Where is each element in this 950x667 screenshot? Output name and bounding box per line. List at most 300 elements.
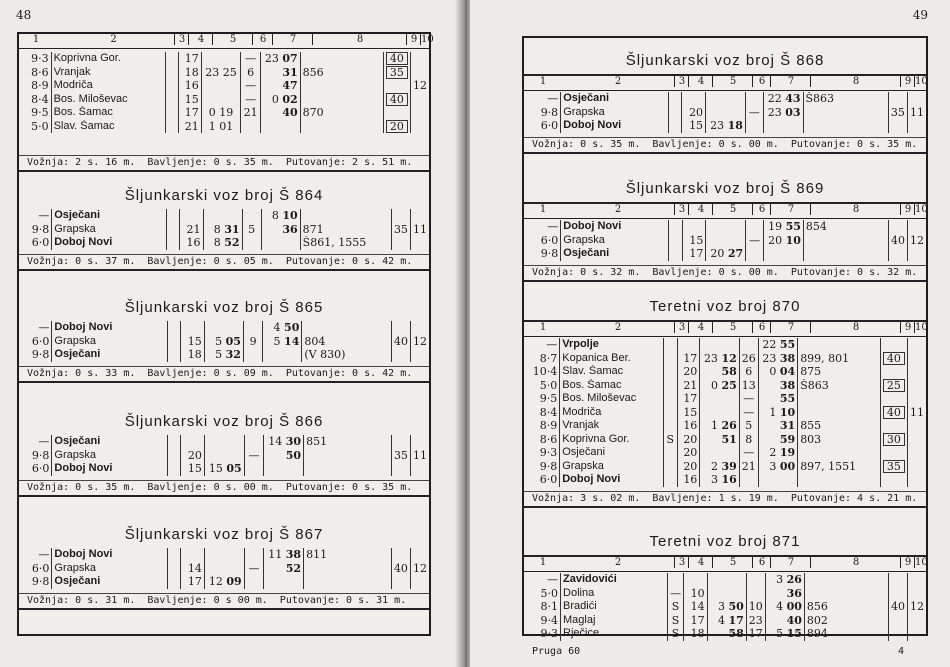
table-cell: Vožnja: 0 s. 37 m. <box>27 255 136 267</box>
table-cell: 1 <box>32 34 40 45</box>
table-cell: Osječani <box>52 209 167 223</box>
table-cell: 10 <box>746 600 765 614</box>
table-cell <box>706 247 746 261</box>
table-cell: 10·4 <box>532 365 558 378</box>
table-cell: 9 <box>900 204 915 215</box>
table-cell: 20 <box>710 247 725 260</box>
table-cell: Vožnja: 0 s. 32 m. <box>532 266 641 278</box>
table-cell <box>707 587 746 601</box>
table-cell: Doboj Novi <box>52 462 168 476</box>
table-cell: 17 <box>728 613 744 627</box>
table-cell <box>300 209 391 223</box>
table-cell <box>304 575 392 589</box>
table-cell: — <box>38 321 50 334</box>
table-cell: 17 <box>677 392 700 406</box>
table-cell: 0 19 <box>201 106 240 120</box>
table-cell: Putovanje: 0 s. 35 m. <box>790 138 918 150</box>
table-cell: Bos. Šamac <box>51 106 165 120</box>
table-cell: 18 <box>178 66 201 80</box>
timetable <box>19 209 429 250</box>
table-cell <box>765 600 804 614</box>
table-cell <box>758 352 797 366</box>
table-cell: 05 <box>226 462 242 475</box>
column-header <box>524 202 926 219</box>
table-cell: 2 <box>614 76 622 87</box>
table-row <box>524 352 926 366</box>
table-cell: 4 <box>688 204 713 215</box>
table-cell: 23 <box>703 351 718 365</box>
table-cell: 18 <box>181 348 205 362</box>
table-cell: 2 <box>614 322 622 333</box>
table-cell <box>700 392 739 406</box>
table-cell: 1 <box>769 405 777 419</box>
table-cell: Bavljenje: 1 s. 19 m. <box>652 492 779 504</box>
table-cell: — <box>746 234 764 248</box>
table-row <box>19 106 429 120</box>
table-cell <box>204 562 244 576</box>
table-cell: 52 <box>285 561 302 575</box>
table-cell <box>168 562 181 576</box>
train-title: Šljunkarski voz broj Š 867 <box>124 526 324 543</box>
table-cell <box>167 236 180 250</box>
table-cell: 17 <box>181 575 205 589</box>
table-cell: 38 <box>779 351 796 365</box>
table-cell: 9·5 <box>31 106 49 119</box>
table-row <box>524 106 926 120</box>
table-cell <box>706 234 746 248</box>
table-cell <box>168 321 181 335</box>
table-cell <box>669 234 682 248</box>
table-cell <box>803 106 888 120</box>
table-cell: Bavljenje: 0 s. 00 m. <box>652 266 779 278</box>
table-cell <box>764 247 804 261</box>
table-cell: 7 <box>770 322 811 333</box>
table-cell: 0 <box>769 365 777 378</box>
table-cell: 5 <box>273 334 281 348</box>
table-cell: 11 <box>268 548 283 561</box>
table-cell: 31 <box>224 222 240 236</box>
table-cell <box>204 548 244 562</box>
table-cell <box>663 392 677 406</box>
table-cell <box>669 119 682 133</box>
table-cell <box>758 446 797 460</box>
table-cell: — <box>244 449 264 463</box>
table-cell <box>241 120 261 134</box>
table-cell: 6·0 <box>540 119 559 132</box>
table-cell: 35 <box>391 435 410 476</box>
table-cell <box>880 392 907 406</box>
table-cell <box>264 435 304 449</box>
table-cell <box>663 365 677 379</box>
table-cell <box>201 52 240 66</box>
table-cell <box>302 321 392 335</box>
table-row <box>19 321 429 335</box>
table-cell: 1 <box>539 76 547 87</box>
table-cell: 6 <box>752 322 771 333</box>
table-cell: Grapska <box>561 106 669 120</box>
journey-summary <box>524 491 926 508</box>
table-cell: 15 <box>682 119 706 133</box>
timetable-top <box>19 52 429 133</box>
column-header <box>524 320 926 337</box>
table-cell <box>700 473 739 487</box>
table-cell: 5 <box>215 348 223 361</box>
table-cell <box>880 460 907 474</box>
table-cell <box>758 392 797 406</box>
table-cell: 802 <box>804 614 888 628</box>
table-cell: 4 <box>273 321 281 334</box>
table-cell <box>765 587 804 601</box>
table-cell: 11 <box>907 338 926 487</box>
table-cell: Bavljenje: 0 s. 00 m. <box>652 138 779 150</box>
table-cell <box>201 79 240 93</box>
table-row <box>19 79 429 93</box>
table-cell <box>165 66 178 80</box>
table-row <box>19 120 429 134</box>
table-cell: 12 <box>208 575 223 588</box>
table-cell: 11 <box>410 435 429 476</box>
table-cell: 12 <box>410 548 429 589</box>
table-cell: 9 <box>900 557 915 568</box>
table-row <box>524 220 926 234</box>
table-cell: 9·8 <box>539 459 558 473</box>
table-cell <box>263 335 302 349</box>
table-cell <box>798 446 881 460</box>
table-cell <box>880 446 907 460</box>
table-cell: 23 <box>264 52 279 65</box>
table-cell: 10 <box>915 322 928 333</box>
left-page <box>0 0 462 667</box>
table-cell: 8·7 <box>539 351 558 365</box>
table-cell: 10 <box>785 233 801 247</box>
table-cell: 16 <box>677 473 700 487</box>
table-cell: 6·0 <box>539 473 558 486</box>
table-cell: 20 <box>677 365 700 379</box>
table-cell: 55 <box>779 392 796 405</box>
table-cell: Bavljenje: 0 s. 05 m. <box>147 255 274 267</box>
table-cell: Maglaj <box>561 614 668 628</box>
table-cell: 7 <box>272 34 313 45</box>
table-cell <box>880 352 907 366</box>
table-cell: 3 <box>674 204 689 215</box>
table-cell: 871 <box>300 223 391 237</box>
table-cell: 10 <box>421 34 434 45</box>
table-cell <box>304 462 392 476</box>
table-cell: 26 <box>721 419 737 432</box>
table-cell <box>663 419 677 433</box>
table-cell <box>758 379 797 393</box>
table-cell: 14 <box>181 562 205 576</box>
table-cell <box>880 433 907 447</box>
train-title: Šljunkarski voz broj Š 869 <box>625 180 825 197</box>
table-cell: 35 <box>888 92 907 133</box>
table-cell: 36 <box>282 222 298 236</box>
table-cell: — <box>739 446 758 460</box>
table-cell <box>880 379 907 393</box>
table-cell <box>410 66 429 80</box>
table-row <box>524 419 926 433</box>
table-cell: 14 <box>268 435 283 448</box>
table-cell: 17 <box>684 614 708 628</box>
table-cell: 4 <box>688 76 713 87</box>
table-cell: 51 <box>721 432 737 446</box>
table-cell <box>706 92 746 106</box>
table-cell <box>798 338 881 352</box>
table-row <box>524 473 926 487</box>
table-cell: 5·0 <box>540 586 559 600</box>
table-cell: 8 <box>271 209 279 222</box>
table-cell <box>669 220 682 234</box>
table-cell: Vožnja: 0 s. 35 m. <box>532 138 641 150</box>
table-cell <box>383 52 410 66</box>
table-cell: 8 <box>810 322 901 333</box>
table-row <box>524 573 926 587</box>
table-cell: Slav. Šamac <box>51 120 165 134</box>
table-cell <box>168 435 181 449</box>
table-cell <box>261 106 301 120</box>
table-cell: 851 <box>304 435 392 449</box>
table-cell <box>765 573 804 587</box>
table-cell: 23 <box>762 351 777 365</box>
table-cell: — <box>547 92 559 105</box>
table-row <box>524 446 926 460</box>
table-cell: 40 <box>386 52 408 65</box>
journey-summary <box>19 155 429 172</box>
table-cell: 55 <box>785 220 801 233</box>
table-cell: 6·0 <box>31 334 50 348</box>
table-cell <box>168 575 181 589</box>
table-row <box>19 209 429 223</box>
table-cell: 2 <box>710 459 718 473</box>
table-cell: — <box>38 209 50 222</box>
table-cell <box>261 93 301 107</box>
table-cell: Doboj Novi <box>52 548 168 562</box>
table-cell: 20 <box>677 446 700 460</box>
table-cell: 6 <box>739 365 758 379</box>
table-cell: 8 <box>810 557 901 568</box>
table-cell <box>706 106 746 120</box>
table-cell <box>803 247 888 261</box>
table-cell <box>264 575 304 589</box>
table-row <box>19 348 429 362</box>
table-cell <box>663 473 677 487</box>
line-label: Pruga 60 <box>532 646 581 657</box>
train-title: Teretni voz broj 870 <box>649 298 801 315</box>
table-row <box>19 462 429 476</box>
table-cell <box>383 106 410 120</box>
table-cell <box>663 379 677 393</box>
table-cell: 9 <box>900 76 915 87</box>
table-cell <box>168 462 181 476</box>
table-cell: 3 <box>674 557 689 568</box>
table-cell <box>663 460 677 474</box>
table-cell <box>242 209 261 223</box>
right-page <box>470 0 950 667</box>
table-cell: 12 <box>410 321 429 362</box>
table-cell: 7 <box>770 76 811 87</box>
table-cell <box>243 321 262 335</box>
table-row <box>19 335 429 349</box>
table-cell: 9·3 <box>540 627 559 640</box>
table-cell: 9·4 <box>540 613 559 627</box>
table-cell: 40 <box>786 613 802 627</box>
table-cell: 6·0 <box>31 462 50 475</box>
table-cell: Putovanje: 0 s. 42 m. <box>285 255 413 267</box>
table-cell <box>758 433 797 447</box>
table-cell: Osječani <box>52 575 168 589</box>
table-cell <box>383 66 410 80</box>
table-cell: 9·8 <box>540 105 559 119</box>
table-cell <box>410 52 429 66</box>
table-cell <box>707 573 746 587</box>
table-cell: S <box>668 600 684 614</box>
table-cell <box>263 348 302 362</box>
table-cell: 21 <box>241 106 261 120</box>
table-cell <box>204 575 244 589</box>
table-cell: 9·3 <box>31 52 49 65</box>
table-cell <box>300 93 383 107</box>
table-cell <box>700 446 739 460</box>
table-cell: Grapska <box>52 223 167 237</box>
table-row <box>524 600 926 614</box>
table-cell <box>168 449 181 463</box>
table-cell: 00 <box>786 600 802 613</box>
table-cell <box>746 573 765 587</box>
table-cell <box>706 119 746 133</box>
table-row <box>19 52 429 66</box>
table-cell: 19 <box>768 220 783 233</box>
table-cell: 855 <box>798 419 881 433</box>
table-cell: 23 <box>710 119 725 132</box>
table-cell: 5 <box>712 76 753 87</box>
table-cell <box>181 548 205 562</box>
table-cell <box>168 548 181 562</box>
journey-summary <box>19 366 429 383</box>
table-cell: 18 <box>727 119 743 132</box>
table-cell: 8 <box>312 34 407 45</box>
table-cell: 23 <box>767 105 782 119</box>
table-cell <box>707 600 746 614</box>
table-cell <box>763 106 803 120</box>
timetable <box>524 220 926 261</box>
table-cell: 7 <box>770 557 811 568</box>
table-cell: Osječani <box>561 92 669 106</box>
table-cell <box>758 473 797 487</box>
table-cell <box>264 548 304 562</box>
table-cell <box>204 449 244 463</box>
table-cell <box>243 348 262 362</box>
table-cell: 4 <box>717 613 725 627</box>
table-cell: Osječani <box>560 446 664 460</box>
table-cell: Doboj Novi <box>52 321 168 335</box>
table-cell: 6·0 <box>540 233 559 247</box>
table-cell: 5 <box>712 557 753 568</box>
table-cell: 15 <box>786 627 802 640</box>
table-cell <box>261 236 300 250</box>
table-cell: 6·0 <box>31 561 50 575</box>
table-cell: Vranjak <box>560 419 664 433</box>
table-cell: 1 <box>710 419 718 432</box>
table-cell: 804 <box>302 335 392 349</box>
table-cell <box>242 236 261 250</box>
table-cell: Š863 <box>803 92 888 106</box>
table-cell: 1 <box>539 204 547 215</box>
table-cell: 20 <box>677 460 700 474</box>
table-cell: 22 <box>767 92 782 105</box>
train-title: Šljunkarski voz broj Š 866 <box>124 413 324 430</box>
right-timetable-frame <box>522 36 928 640</box>
table-cell: 26 <box>739 352 758 366</box>
table-cell: 04 <box>779 365 796 378</box>
table-cell: Putovanje: 0 s. 31 m. <box>279 594 407 606</box>
table-row <box>19 435 429 449</box>
table-cell: 4 <box>188 34 213 45</box>
table-cell <box>304 562 392 576</box>
table-cell <box>181 435 205 449</box>
table-cell: 12 <box>907 573 926 641</box>
table-row <box>524 627 926 641</box>
table-cell <box>203 223 242 237</box>
table-cell: 23 25 <box>201 66 240 80</box>
table-cell: 5·0 <box>539 378 558 392</box>
table-cell: 02 <box>282 92 298 106</box>
table-cell: 58 <box>728 627 744 640</box>
table-cell: 55 <box>779 338 796 351</box>
table-cell <box>244 435 264 449</box>
table-cell: 15 <box>181 335 205 349</box>
table-cell <box>700 406 739 420</box>
column-header <box>524 74 926 91</box>
table-cell: 8·6 <box>31 65 49 79</box>
table-cell: 17 <box>682 247 706 261</box>
table-cell: 40 <box>386 93 408 106</box>
table-cell: 23 <box>746 614 765 628</box>
table-row <box>19 66 429 80</box>
table-cell: 894 <box>804 627 888 641</box>
table-cell: 17 <box>746 627 765 641</box>
table-cell: Doboj Novi <box>560 473 664 487</box>
table-cell: Doboj Novi <box>561 220 669 234</box>
table-cell: 14 <box>284 334 300 348</box>
train-title: Šljunkarski voz broj Š 868 <box>625 52 825 69</box>
table-row <box>19 223 429 237</box>
table-row <box>524 614 926 628</box>
timetable <box>524 573 926 641</box>
table-cell: Putovanje: 2 s. 51 m. <box>285 157 413 168</box>
table-cell: 25 <box>883 379 905 392</box>
table-cell: 9·3 <box>539 446 558 459</box>
table-row <box>524 460 926 474</box>
timetable <box>19 321 429 362</box>
table-cell <box>165 52 178 66</box>
table-cell: 40 <box>391 321 410 362</box>
table-cell <box>410 120 429 134</box>
table-cell <box>803 234 888 248</box>
table-cell: Grapska <box>52 335 168 349</box>
train-title: Šljunkarski voz broj Š 864 <box>124 187 324 204</box>
table-cell <box>803 119 888 133</box>
table-cell: 10 <box>282 209 298 222</box>
table-cell: 15 <box>682 234 706 248</box>
table-cell <box>707 614 746 628</box>
table-cell: Putovanje: 0 s. 32 m. <box>790 266 918 278</box>
table-cell <box>700 338 739 352</box>
page-number-left: 48 <box>16 8 32 22</box>
table-cell <box>798 392 881 406</box>
table-cell: 10 <box>684 587 708 601</box>
table-cell <box>700 352 739 366</box>
table-cell <box>765 614 804 628</box>
